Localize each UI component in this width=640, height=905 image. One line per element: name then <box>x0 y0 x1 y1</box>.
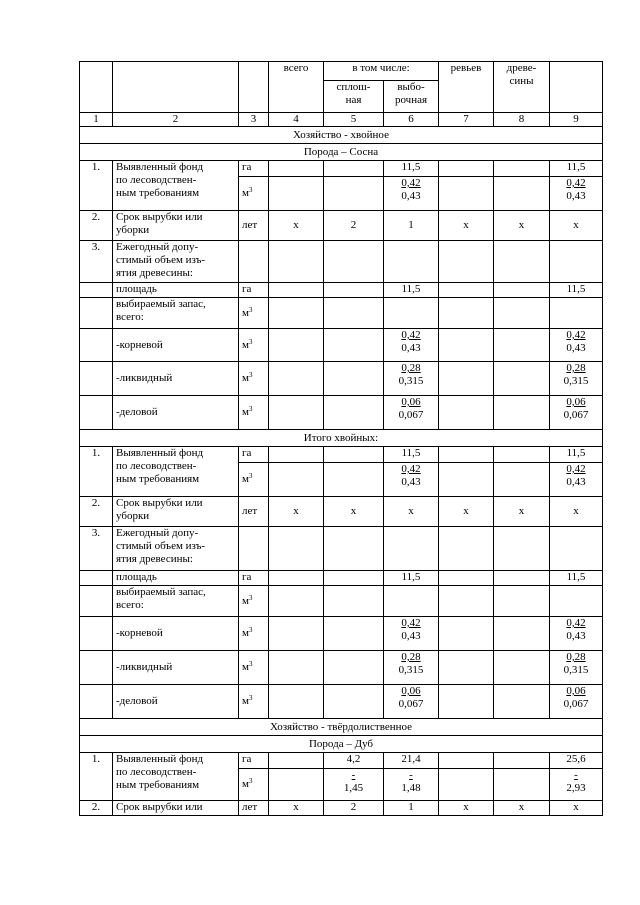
table-row: -ликвидный $м^3$ $\frac{0,28}{0,315}$ $\frac{0,28}{0,315}$ <box>80 651 603 685</box>
fund-label: Выявленный фонд по лесоводствен- ным требованиям <box>113 161 239 211</box>
section-farm-hardwood: Хозяйство - твёрдолиственное <box>80 719 603 736</box>
header-row-1 <box>80 62 603 81</box>
table-row: 2. Срок вырубки или лет х 2 1 х х х <box>80 801 603 816</box>
table-row: 3. Ежегодный допу- стимый объем изъ- ятия древесины: <box>80 527 603 571</box>
table-row: -деловой $м^3$ $\frac{0,06}{0,067}$ $\frac{0,06}{0,067}$ <box>80 685 603 719</box>
table-row: площадь га 11,5 11,5 <box>80 283 603 298</box>
header-col7: ревьев <box>439 62 494 113</box>
header-total: всего <box>269 62 324 113</box>
header-solid: сплош- ная <box>324 81 384 113</box>
table-row: 3. Ежегодный допу- стимый объем изъ- ятия древесины: <box>80 241 603 283</box>
table-row: -ликвидный $м^3$ $\frac{0,28}{0,315}$ $\frac{0,28}{0,315}$ <box>80 362 603 396</box>
table-row: 1. Выявленный фонд по лесоводствен- ным требованиям га 4,2 21,4 25,6 <box>80 753 603 769</box>
section-total-conifer: Итого хвойных: <box>80 430 603 447</box>
table-row: 1. Выявленный фонд по лесоводствен- ным требованиям га 11,5 11,5 <box>80 161 603 177</box>
table-row: -корневой $м^3$ $\frac{0,42}{0,43}$ $\frac{0,42}{0,43}$ <box>80 617 603 651</box>
section-breed-pine: Порода – Сосна <box>80 144 603 161</box>
forestry-table <box>79 61 603 816</box>
header-numbers: 1 2 3 4 5 6 7 8 9 <box>80 113 603 127</box>
table-row: -деловой $м^3$ $\frac{0,06}{0,067}$ $\frac{0,06}{0,067}$ <box>80 396 603 430</box>
table-row: 2. Срок вырубки или уборки лет х х х х х х <box>80 497 603 527</box>
section-farm-conifer: Хозяйство - хвойное <box>80 127 603 144</box>
header-in-number: в том числе: <box>324 62 439 81</box>
header-col8: древе- сины <box>494 62 550 113</box>
table-row: -корневой $м^3$ $\frac{0,42}{0,43}$ $\frac{0,42}{0,43}$ <box>80 329 603 362</box>
table-row: 1. Выявленный фонд по лесоводствен- ным требованиям га 11,5 11,5 <box>80 447 603 463</box>
table-row: $м^3$ $\frac{-}{1,45}$ $\frac{-}{1,48}$ $\frac{-}{2,93}$ <box>80 769 603 801</box>
table-row: $м^3$ $\frac{0,42}{0,43}$ $\frac{0,42}{0,43}$ <box>80 463 603 497</box>
table-row: выбираемый запас, всего: $м^3$ <box>80 586 603 617</box>
table-row: выбираемый запас, всего: $м^3$ <box>80 298 603 329</box>
header-selective: выбо- рочная <box>384 81 439 113</box>
section-breed-oak: Порода – Дуб <box>80 736 603 753</box>
table-row: 2. Срок вырубки или уборки лет х 2 1 х х х <box>80 211 603 241</box>
table-row: $м^3$ $\frac{0,42}{0,43}$ $\frac{0,42}{0,43}$ <box>80 177 603 211</box>
table-row: площадь га 11,5 11,5 <box>80 571 603 586</box>
